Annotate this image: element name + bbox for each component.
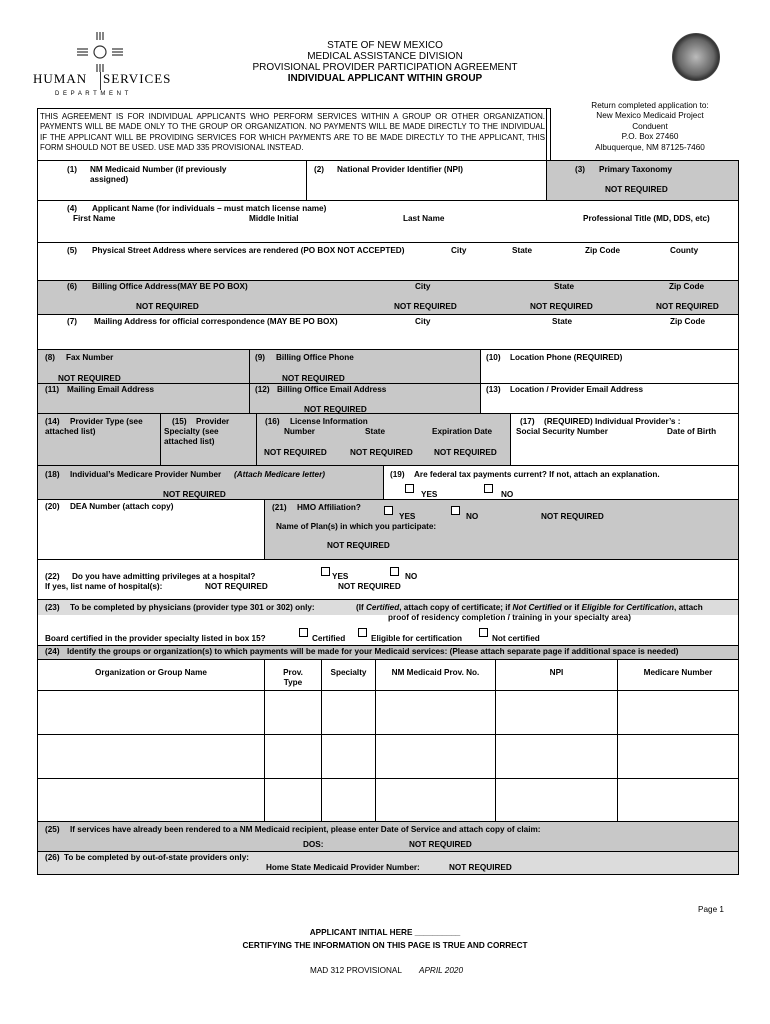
f5-label: Physical Street Address where services are rendered (PO BOX NOT ACCEPTED) bbox=[92, 246, 405, 255]
f21-yes: YES bbox=[399, 512, 416, 521]
f22-list-not-required: NOT REQUIRED bbox=[205, 582, 268, 591]
f16-not-required-state: NOT REQUIRED bbox=[350, 448, 413, 457]
f4-first: First Name bbox=[73, 214, 116, 223]
f12-num: (12) bbox=[255, 385, 270, 394]
f25-label: If services have already been rendered to a NM Medicaid recipient, please enter Date of Service and attach copy of claim: bbox=[70, 825, 541, 834]
f3-not-required: NOT REQUIRED bbox=[605, 185, 668, 194]
f21-plans: Name of Plan(s) in which you participate: bbox=[276, 522, 437, 531]
header-state: STATE OF NEW MEXICO bbox=[327, 40, 443, 51]
f8-label: Fax Number bbox=[66, 353, 114, 362]
location-email-field[interactable] bbox=[481, 396, 738, 412]
f8-num: (8) bbox=[45, 353, 56, 362]
dea-number-field[interactable] bbox=[38, 513, 263, 558]
logo-services: SERVICES bbox=[103, 71, 172, 86]
f6-city: City bbox=[415, 282, 431, 291]
intro-text: THIS AGREEMENT IS FOR INDIVIDUAL APPLICANTS WHO PERFORM SERVICES WITHIN A GROUP OR OTHER ORGANIZATION. PAYMENTS WILL BE MADE ONLY TO THE GROUP OR ORGANIZATION. NO PAYMENTS WILL BE MADE DIRECTLY TO THE INDIVIDUAL IF THE APPLICANT WILL BE PROVIDING SERVICES FOR WHICH PAYMENTS ARE TO BE MADE DIRECTLY TO THE APPLICANT, THIS FORM SHOULD NOT BE USED. USE MAD 335 PROVISIONAL INSTEAD. bbox=[40, 112, 545, 152]
f23-note-2: proof of residency completion / training in your specialty area) bbox=[388, 613, 631, 622]
f26-home: Home State Medicaid Provider Number: bbox=[266, 863, 420, 872]
f14-label: Provider Type (see bbox=[70, 417, 143, 426]
f8-not-required: NOT REQUIRED bbox=[58, 374, 121, 383]
f13-label: Location / Provider Email Address bbox=[510, 385, 644, 394]
f12-label: Billing Office Email Address bbox=[277, 385, 387, 394]
f15-num: (15) bbox=[172, 417, 187, 426]
f17-dob: Date of Birth bbox=[667, 427, 717, 436]
f16-number: Number bbox=[284, 427, 315, 436]
f3-num: (3) bbox=[575, 165, 586, 174]
f5-county: County bbox=[670, 246, 699, 255]
f2-num: (2) bbox=[314, 165, 325, 174]
f17-num: (17) bbox=[520, 417, 535, 426]
f6-label: Billing Office Address(MAY BE PO BOX) bbox=[92, 282, 248, 291]
f22-yes: YES bbox=[332, 572, 349, 581]
header-division: MEDICAL ASSISTANCE DIVISION bbox=[307, 51, 463, 62]
f22-label: Do you have admitting privileges at a hospital? bbox=[72, 572, 256, 581]
f15-label-3: attached list) bbox=[164, 437, 215, 446]
f25-num: (25) bbox=[45, 825, 60, 834]
f18-label: Individual’s Medicare Provider Number bbox=[70, 470, 222, 479]
f6-num: (6) bbox=[67, 282, 78, 291]
f7-label: Mailing Address for official correspondence (MAY BE PO BOX) bbox=[94, 317, 338, 326]
f22-yes-checkbox[interactable] bbox=[321, 567, 330, 576]
f10-num: (10) bbox=[486, 353, 501, 362]
f16-num: (16) bbox=[265, 417, 280, 426]
certify-text: CERTIFYING THE INFORMATION ON THIS PAGE IS TRUE AND CORRECT bbox=[242, 941, 528, 950]
f18-num: (18) bbox=[45, 470, 60, 479]
f19-no: NO bbox=[501, 490, 514, 499]
table-header-org: Organization or Group Name bbox=[95, 668, 207, 677]
applicant-name-field[interactable] bbox=[38, 225, 738, 241]
f23-opt3: Not certified bbox=[492, 634, 540, 643]
f23-num: (23) bbox=[45, 603, 60, 612]
logo-department: D E P A R T M E N T bbox=[55, 91, 130, 97]
f4-num: (4) bbox=[67, 204, 78, 213]
f25-not-required: NOT REQUIRED bbox=[409, 840, 472, 849]
f20-num: (20) bbox=[45, 502, 60, 511]
f18-not-required: NOT REQUIRED bbox=[163, 490, 226, 499]
f7-zip: Zip Code bbox=[670, 317, 706, 326]
form-number: MAD 312 PROVISIONAL bbox=[310, 966, 402, 975]
f9-not-required: NOT REQUIRED bbox=[282, 374, 345, 383]
f22-list: If yes, list name of hospital(s): bbox=[45, 582, 163, 591]
f21-no-checkbox[interactable] bbox=[451, 506, 460, 515]
mailing-address-field[interactable] bbox=[38, 328, 738, 348]
table-header-specialty: Specialty bbox=[330, 668, 367, 677]
page-title: INDIVIDUAL APPLICANT WITHIN GROUP bbox=[287, 73, 483, 84]
f23-opt1: Certified bbox=[312, 634, 346, 643]
f19-no-checkbox[interactable] bbox=[484, 484, 493, 493]
ssn-dob-field[interactable] bbox=[511, 438, 738, 464]
f23-label: To be completed by physicians (provider type 301 or 302) only: bbox=[70, 603, 315, 612]
f19-label: Are federal tax payments current? If not, attach an explanation. bbox=[414, 470, 660, 479]
f23-note: (If Certified, attach copy of certificate; if Not Certified or if Eligible for Certification, attach bbox=[356, 603, 703, 612]
f10-label: Location Phone (REQUIRED) bbox=[510, 353, 623, 362]
f14-label-2: attached list) bbox=[45, 427, 96, 436]
f9-num: (9) bbox=[255, 353, 266, 362]
table-header-prov: Prov. bbox=[283, 668, 303, 677]
f1-label: NM Medicaid Number (if previously bbox=[90, 165, 227, 174]
header-agreement: PROVISIONAL PROVIDER PARTICIPATION AGREEMENT bbox=[252, 62, 518, 73]
f14-num: (14) bbox=[45, 417, 60, 426]
f18-note: (Attach Medicare letter) bbox=[234, 470, 325, 479]
f22-no-checkbox[interactable] bbox=[390, 567, 399, 576]
f19-yes: YES bbox=[421, 490, 438, 499]
f4-title: Professional Title (MD, DDS, etc) bbox=[583, 214, 710, 223]
f5-num: (5) bbox=[67, 246, 78, 255]
f7-city: City bbox=[415, 317, 431, 326]
f16-not-required-number: NOT REQUIRED bbox=[264, 448, 327, 457]
f19-num: (19) bbox=[390, 470, 405, 479]
f26-not-required: NOT REQUIRED bbox=[449, 863, 512, 872]
f22-no-not-required: NOT REQUIRED bbox=[338, 582, 401, 591]
f6-state: State bbox=[554, 282, 575, 291]
f6-zip: Zip Code bbox=[669, 282, 705, 291]
f16-exp: Expiration Date bbox=[432, 427, 493, 436]
f25-dos: DOS: bbox=[303, 840, 324, 849]
f21-yes-checkbox[interactable] bbox=[384, 506, 393, 515]
f6-not-required-city: NOT REQUIRED bbox=[394, 302, 457, 311]
table-header-npi: NPI bbox=[549, 668, 564, 677]
table-row[interactable] bbox=[38, 735, 738, 777]
f23-board: Board certified in the provider specialty listed in box 15? bbox=[45, 634, 266, 643]
f21-label: HMO Affiliation? bbox=[297, 503, 361, 512]
f5-state: State bbox=[512, 246, 533, 255]
f6-not-required-state: NOT REQUIRED bbox=[530, 302, 593, 311]
f5-city: City bbox=[451, 246, 467, 255]
f2-label: National Provider Identifier (NPI) bbox=[337, 165, 464, 174]
f21-no: NO bbox=[466, 512, 479, 521]
f19-yes-checkbox[interactable] bbox=[405, 484, 414, 493]
table-header-type: Type bbox=[283, 678, 303, 687]
f4-last: Last Name bbox=[403, 214, 445, 223]
f13-num: (13) bbox=[486, 385, 501, 394]
f7-state: State bbox=[552, 317, 573, 326]
f9-label: Billing Office Phone bbox=[276, 353, 354, 362]
table-header-medicare: Medicare Number bbox=[643, 668, 713, 677]
f20-label: DEA Number (attach copy) bbox=[70, 502, 174, 511]
f1-num: (1) bbox=[67, 165, 78, 174]
f21-plans-not-required: NOT REQUIRED bbox=[327, 541, 390, 550]
f24-label: Identify the groups or organization(s) to which payments will be made for your Medicaid services: (Please attach separate page if additional space is needed) bbox=[67, 647, 679, 656]
npi-field[interactable] bbox=[307, 176, 545, 199]
f7-num: (7) bbox=[67, 317, 78, 326]
f11-num: (11) bbox=[45, 385, 60, 394]
form-date: APRIL 2020 bbox=[419, 966, 464, 975]
f17-label: (REQUIRED) Individual Provider’s : bbox=[544, 417, 681, 426]
f3-label: Primary Taxonomy bbox=[599, 165, 673, 174]
f1-label-2: assigned) bbox=[90, 175, 129, 184]
page-number: Page 1 bbox=[698, 905, 724, 914]
f16-label: License Information bbox=[290, 417, 368, 426]
f5-zip: Zip Code bbox=[585, 246, 621, 255]
table-header-nm-medicaid: NM Medicaid Prov. No. bbox=[391, 668, 480, 677]
f24-num: (24) bbox=[45, 647, 60, 656]
table-row[interactable] bbox=[38, 779, 738, 820]
f26-num: (26) bbox=[45, 853, 60, 862]
logo-human: HUMAN bbox=[33, 71, 88, 86]
f22-no: NO bbox=[405, 572, 418, 581]
certified-checkbox[interactable] bbox=[299, 628, 308, 637]
f23-opt2: Eligible for certification bbox=[371, 634, 462, 643]
f21-num: (21) bbox=[272, 503, 287, 512]
f15-label-2: Specialty (see bbox=[164, 427, 219, 436]
table-row[interactable] bbox=[38, 691, 738, 733]
f4-label: Applicant Name (for individuals – must match license name) bbox=[92, 204, 327, 213]
f21-not-required: NOT REQUIRED bbox=[541, 512, 604, 521]
f22-num: (22) bbox=[45, 572, 60, 581]
f4-middle: Middle Initial bbox=[249, 214, 299, 223]
f6-not-required-addr: NOT REQUIRED bbox=[136, 302, 199, 311]
applicant-initial: APPLICANT INITIAL HERE __________ bbox=[309, 928, 461, 937]
f26-label: To be completed by out-of-state providers only: bbox=[64, 853, 249, 862]
eligible-checkbox[interactable] bbox=[358, 628, 367, 637]
f6-not-required-zip: NOT REQUIRED bbox=[656, 302, 719, 311]
f16-state: State bbox=[365, 427, 386, 436]
f15-label: Provider bbox=[196, 417, 230, 426]
f17-ssn: Social Security Number bbox=[516, 427, 608, 436]
f11-label: Mailing Email Address bbox=[67, 385, 155, 394]
state-seal-icon bbox=[672, 33, 720, 81]
nm-medicaid-number-field[interactable] bbox=[38, 186, 305, 199]
location-phone-field[interactable] bbox=[481, 364, 738, 382]
f16-not-required-exp: NOT REQUIRED bbox=[434, 448, 497, 457]
f12-not-required: NOT REQUIRED bbox=[304, 405, 367, 414]
not-certified-checkbox[interactable] bbox=[479, 628, 488, 637]
physical-address-field[interactable] bbox=[38, 257, 738, 279]
